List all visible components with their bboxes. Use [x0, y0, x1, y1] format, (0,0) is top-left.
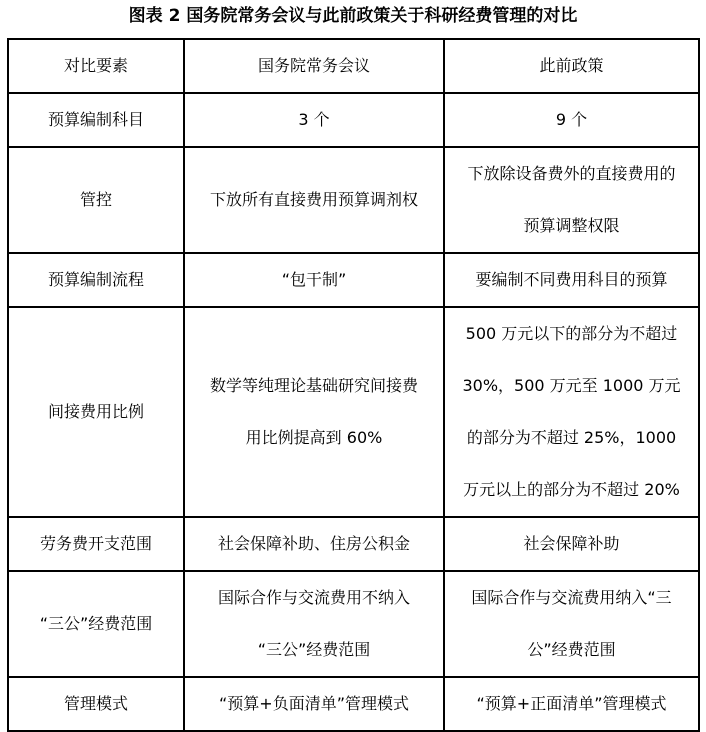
- header-cell-state-council: 国务院常务会议: [184, 39, 444, 93]
- cell-line: 9 个: [555, 110, 588, 129]
- cell-line: 下放除设备费外的直接费用的: [467, 164, 676, 183]
- row-label: 间接费用比例: [8, 307, 184, 517]
- cell-line: “预算+负面清单”管理模式: [219, 694, 409, 713]
- state-council-cell: [184, 253, 444, 307]
- previous-policy-cell: [444, 517, 699, 571]
- cell-line: 要编制不同费用科目的预算: [475, 270, 668, 289]
- table-row: [8, 93, 699, 147]
- comparison-table: [7, 38, 700, 732]
- previous-policy-cell: [444, 677, 699, 731]
- previous-policy-cell: [444, 571, 699, 677]
- header-cell-previous-policy: 此前政策: [444, 39, 699, 93]
- cell-line: 500 万元以下的部分为不超过: [465, 324, 678, 343]
- table-row: [8, 253, 699, 307]
- table-row: [8, 677, 699, 731]
- row-label: 劳务费开支范围: [8, 517, 184, 571]
- cell-line: “预算+正面清单”管理模式: [476, 694, 667, 713]
- table-row: [8, 517, 699, 571]
- cell-line: 社会保障补助、住房公积金: [217, 534, 410, 553]
- cell-line: 3 个: [298, 110, 330, 129]
- header-cell-element: 对比要素: [8, 39, 184, 93]
- state-council-cell: [184, 93, 444, 147]
- cell-line: 30%，500 万元至 1000 万元: [462, 376, 681, 395]
- cell-line: 社会保障补助: [523, 534, 620, 553]
- state-council-cell: [184, 147, 444, 253]
- cell-line: 预算调整权限: [523, 216, 620, 235]
- row-label: 管理模式: [8, 677, 184, 731]
- cell-line: 的部分为不超过 25%，1000: [466, 428, 677, 447]
- state-council-cell: [184, 517, 444, 571]
- table-row: [8, 307, 699, 517]
- previous-policy-cell: [444, 307, 699, 517]
- cell-line: “三公”经费范围: [257, 640, 371, 659]
- previous-policy-cell: [444, 147, 699, 253]
- previous-policy-cell: [444, 93, 699, 147]
- state-council-cell: [184, 307, 444, 517]
- previous-policy-cell: [444, 253, 699, 307]
- cell-line: 用比例提高到 60%: [245, 428, 383, 447]
- cell-line: 公”经费范围: [527, 640, 616, 659]
- cell-line: 下放所有直接费用预算调剂权: [209, 190, 418, 209]
- table-row: [8, 147, 699, 253]
- state-council-cell: [184, 571, 444, 677]
- figure-title: 图表 2 国务院常务会议与此前政策关于科研经费管理的对比: [128, 6, 578, 26]
- row-label: 预算编制科目: [8, 93, 184, 147]
- cell-line: 万元以上的部分为不超过 20%: [463, 480, 680, 499]
- table-row: [8, 571, 699, 677]
- cell-line: “包干制”: [281, 270, 347, 289]
- cell-line: 数学等纯理论基础研究间接费: [209, 376, 418, 395]
- row-label: 预算编制流程: [8, 253, 184, 307]
- row-label: “三公”经费范围: [8, 571, 184, 677]
- cell-line: 国际合作与交流费用纳入“三: [471, 588, 672, 607]
- table-header-row: [8, 39, 699, 93]
- state-council-cell: [184, 677, 444, 731]
- row-label: 管控: [8, 147, 184, 253]
- cell-line: 国际合作与交流费用不纳入: [217, 588, 410, 607]
